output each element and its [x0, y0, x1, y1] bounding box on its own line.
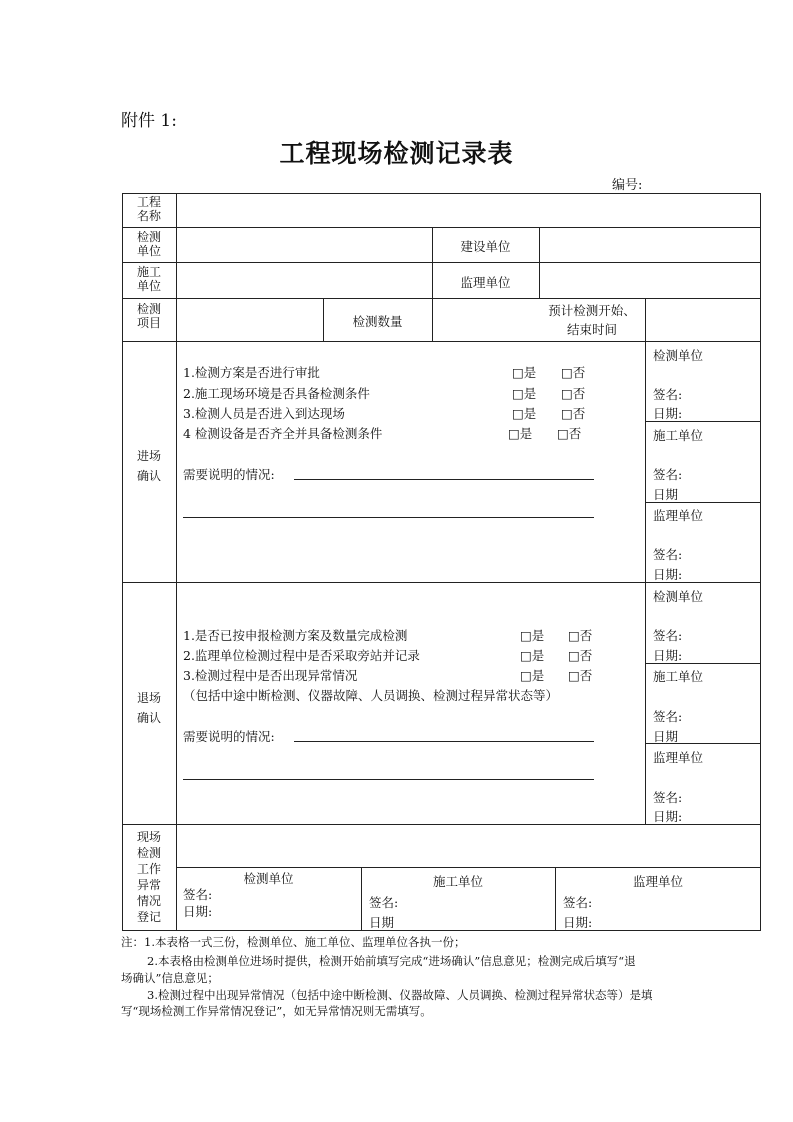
note-line: 注：1.本表格一式三份，检测单位、施工单位、监理单位各执一份；	[121, 935, 466, 949]
exit-signer-sign: 签名:	[653, 628, 683, 643]
abnormal-date: 日期:	[183, 904, 213, 919]
exit-note: （包括中途中断检测、仪器故障、人员调换、检测过程异常状态等）	[183, 688, 559, 703]
abnormal-sign: 签名:	[369, 895, 399, 910]
attachment-label: 附件 1:	[121, 111, 177, 131]
exit-item: 3.检测过程中是否出现异常情况	[183, 668, 358, 683]
abnormal-unit: 监理单位	[632, 874, 683, 889]
note-line: 3.检测过程中出现异常情况（包括中途中断检测、仪器故障、人员调换、检测过程异常状态等）是填	[147, 988, 653, 1002]
entry-explain-line[interactable]	[294, 479, 594, 480]
entry-no-checkbox[interactable]: □否	[561, 406, 586, 421]
exit-signer-sign: 签名:	[653, 790, 683, 805]
exit-signer-date: 日期:	[653, 648, 683, 663]
entry-yes-checkbox[interactable]: □是	[512, 406, 537, 421]
abnormal-sign: 签名:	[563, 895, 593, 910]
supervision-unit-label: 监理单位	[460, 275, 511, 290]
entry-no-checkbox[interactable]: □否	[557, 426, 582, 441]
serial-number-label: 编号:	[612, 178, 643, 193]
exit-signer-unit: 检测单位	[653, 589, 704, 604]
note-line: 场确认”信息意见；	[121, 971, 219, 985]
entry-signer-unit: 施工单位	[653, 428, 704, 443]
entry-signer-date: 日期:	[653, 406, 683, 421]
entry-yes-checkbox[interactable]: □是	[508, 426, 533, 441]
entry-explain-label: 需要说明的情况:	[183, 467, 275, 482]
exit-no-checkbox[interactable]: □否	[568, 668, 593, 683]
entry-no-checkbox[interactable]: □否	[561, 365, 586, 380]
exit-explain-line[interactable]	[294, 741, 594, 742]
exit-signer-date: 日期:	[653, 809, 683, 824]
entry-signer-unit: 监理单位	[653, 508, 704, 523]
exit-no-checkbox[interactable]: □否	[568, 648, 593, 663]
builder-unit-label: 建设单位	[460, 239, 511, 254]
abnormal-unit: 施工单位	[432, 874, 483, 889]
expected-time-label: 预计检测开始、 结束时间	[548, 303, 636, 337]
test-quantity-label: 检测数量	[352, 314, 403, 329]
abnormal-date: 日期:	[563, 915, 593, 930]
entry-confirm-label: 进场 确认	[136, 449, 161, 483]
entry-explain-line[interactable]	[183, 517, 594, 518]
entry-yes-checkbox[interactable]: □是	[512, 365, 537, 380]
entry-signer-sign: 签名:	[653, 547, 683, 562]
exit-yes-checkbox[interactable]: □是	[520, 668, 545, 683]
exit-explain-label: 需要说明的情况:	[183, 729, 275, 744]
entry-item: 2.施工现场环境是否具备检测条件	[183, 386, 370, 401]
construction-unit-label: 施工 单位	[136, 265, 161, 293]
exit-signer-unit: 施工单位	[653, 669, 704, 684]
abnormal-unit: 检测单位	[243, 871, 294, 886]
entry-no-checkbox[interactable]: □否	[561, 386, 586, 401]
page-title: 工程现场检测记录表	[279, 139, 514, 168]
testing-unit-label: 检测 单位	[136, 230, 161, 258]
exit-explain-line[interactable]	[183, 779, 594, 780]
abnormal-date: 日期	[369, 915, 395, 930]
exit-no-checkbox[interactable]: □否	[568, 628, 593, 643]
entry-item: 4 检测设备是否齐全并具备检测条件	[183, 426, 383, 441]
exit-yes-checkbox[interactable]: □是	[520, 648, 545, 663]
abnormal-sign: 签名:	[183, 887, 213, 902]
exit-confirm-label: 退场 确认	[136, 691, 161, 725]
exit-signer-date: 日期	[653, 729, 679, 744]
note-line: 2.本表格由检测单位进场时提供，检测开始前填写完成“进场确认”信息意见；检测完成后填写“退	[147, 954, 636, 968]
exit-signer-sign: 签名:	[653, 709, 683, 724]
entry-signer-sign: 签名:	[653, 387, 683, 402]
exit-yes-checkbox[interactable]: □是	[520, 628, 545, 643]
test-item-label: 检测 项目	[136, 302, 161, 330]
entry-yes-checkbox[interactable]: □是	[512, 386, 537, 401]
abnormal-register-label: 现场 检测 工作 异常 情况 登记	[136, 830, 161, 924]
entry-signer-date: 日期	[653, 487, 679, 502]
project-name-label: 工程 名称	[136, 195, 161, 223]
entry-item: 3.检测人员是否进入到达现场	[183, 406, 345, 421]
entry-signer-unit: 检测单位	[653, 348, 704, 363]
entry-signer-date: 日期:	[653, 567, 683, 582]
entry-signer-sign: 签名:	[653, 467, 683, 482]
note-line: 写“现场检测工作异常情况登记”，如无异常情况则无需填写。	[121, 1004, 432, 1018]
entry-item: 1.检测方案是否进行审批	[183, 365, 320, 380]
exit-item: 1.是否已按申报检测方案及数量完成检测	[183, 628, 408, 643]
exit-item: 2.监理单位检测过程中是否采取旁站并记录	[183, 648, 420, 663]
exit-signer-unit: 监理单位	[653, 750, 704, 765]
